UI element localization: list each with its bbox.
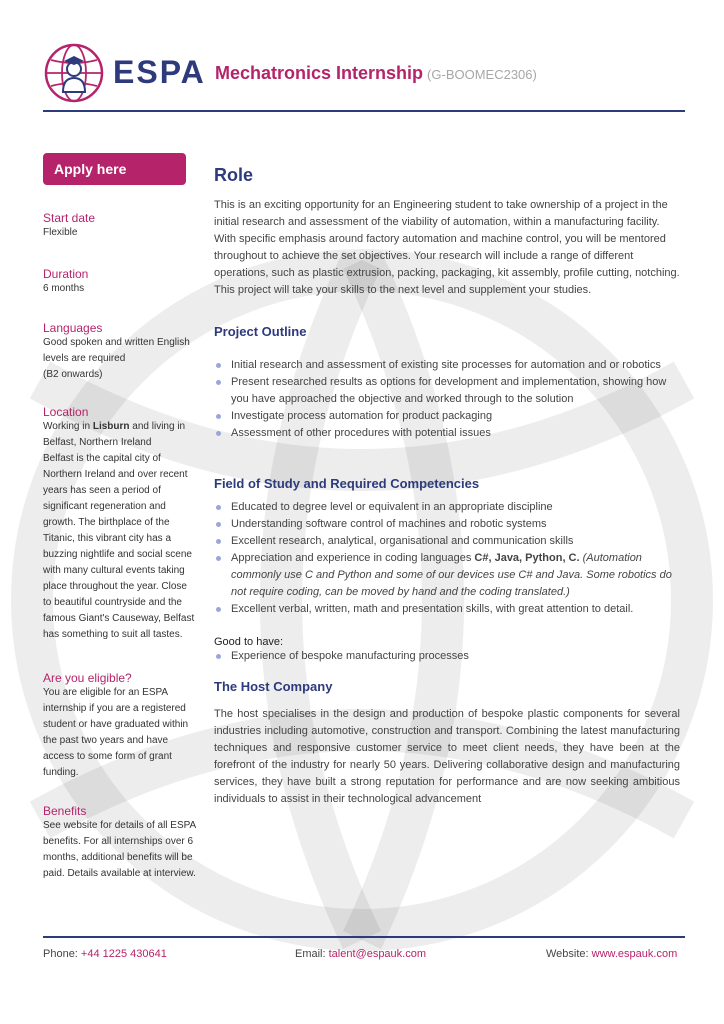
location-block xyxy=(43,405,199,643)
location-line: Belfast is the capital city of xyxy=(43,453,161,464)
apply-here-button[interactable]: Apply here xyxy=(43,153,186,185)
location-line: famous Giant's Causeway, Belfast xyxy=(43,613,195,624)
website-link[interactable]: www.espauk.com xyxy=(591,948,678,960)
eligibility-line: internship if you are a registered xyxy=(43,703,186,714)
languages-line: Good spoken and written English xyxy=(43,337,190,348)
languages-heading: Languages xyxy=(43,321,103,335)
location-town: Lisburn xyxy=(92,421,130,432)
eligibility-line: the past two years and have xyxy=(43,735,169,746)
location-intro: Working in Lisburn and living in xyxy=(43,421,186,432)
footer-phone: Phone: +44 1225 430641 xyxy=(43,948,167,960)
start-date-heading: Start date xyxy=(43,211,96,225)
languages-line: (B2 onwards) xyxy=(43,369,103,380)
eligibility-block xyxy=(43,671,199,781)
good-to-have-list xyxy=(214,648,680,665)
duration-heading: Duration xyxy=(43,267,89,281)
email-link[interactable]: talent@espauk.com xyxy=(328,948,427,960)
location-heading: Location xyxy=(43,405,89,419)
eligibility-heading: Are you eligible? xyxy=(43,671,132,685)
host-company-description: The host specialises in the design and production of bespoke plastic components for several industries including automotive, construction and transport. Combining the latest manufacturing techniques and responsive customer service to meet client needs, they have been at the forefront of the industry for nearly 50 years. Delivering collaborative design and manufacturing services, they have built a strong reputation for performance and are now seeking ambitious individuals to assist in their technological advancement xyxy=(214,708,680,805)
benefits-line: months, additional benefits will be xyxy=(43,852,193,863)
role-description: This is an exciting opportunity for an Engineering student to take ownership of a project in the initial research and assessment of the viability of automation, within a manufacturing facility. With specific emphasis around factory automation and machine control, you will be mentored throughout to achieve the set objectives. Your research will include a range of different operations, such as plastic extrusion, packing, packaging, kit assembly, profile cutting, notching. This project will take your skills to the next level and supplement your studies. xyxy=(214,199,680,296)
coding-languages: C#, Java, Python, C. xyxy=(474,552,580,564)
role-heading: Role xyxy=(214,165,254,185)
coding-note: (Automation commonly use C and Python and some of our devices use C# and Java. Some robotics do not require coding, can be moved by hand and the coding translated.) xyxy=(231,552,672,598)
list-item: Educated to degree level or equivalent in an appropriate discipline xyxy=(214,499,680,516)
internship-title: Mechatronics Internship xyxy=(215,63,424,83)
benefits-line: See website for details of all ESPA xyxy=(43,820,197,831)
eligibility-line: funding. xyxy=(43,767,79,778)
eligibility-line: You are eligible for an ESPA xyxy=(43,687,169,698)
location-line: place throughout the year. Close xyxy=(43,581,187,592)
languages-block xyxy=(43,321,199,383)
project-outline-section xyxy=(214,324,680,442)
host-company-section xyxy=(214,679,680,808)
espa-globe-graduate-icon xyxy=(43,42,105,104)
footer-website: Website: www.espauk.com xyxy=(546,948,678,960)
role-section xyxy=(214,197,680,299)
page-header xyxy=(43,42,685,112)
project-outline-list xyxy=(214,357,680,442)
benefits-line: benefits. For all internships over 6 xyxy=(43,836,194,847)
footer-divider xyxy=(43,936,685,938)
location-line: with many cultural events taking xyxy=(43,565,185,576)
list-item: Experience of bespoke manufacturing processes xyxy=(214,648,680,665)
location-line: Titanic, this vibrant city has a xyxy=(43,533,172,544)
page-title xyxy=(215,63,537,84)
host-company-heading: The Host Company xyxy=(214,679,333,694)
good-to-have-heading: Good to have: xyxy=(214,636,284,648)
benefits-heading: Benefits xyxy=(43,804,87,818)
eligibility-line: student or have graduated within xyxy=(43,719,189,730)
duration-value: 6 months xyxy=(43,283,85,294)
list-item: Understanding software control of machines and robotic systems xyxy=(214,516,680,533)
logo-text: ESPA xyxy=(113,54,206,90)
competencies-heading: Field of Study and Required Competencies xyxy=(214,476,480,491)
benefits-line: paid. Details available at interview. xyxy=(43,868,196,879)
languages-line: levels are required xyxy=(43,353,126,364)
benefits-block xyxy=(43,804,199,882)
list-item: Appreciation and experience in coding languages C#, Java, Python, C. (Automation commonly use C and Python and some of our devices use C# and Java. Some robotics do not require coding, can be moved by hand and the coding translated.) xyxy=(214,550,680,601)
sidebar xyxy=(43,153,199,879)
location-line: significant regeneration and xyxy=(43,501,166,512)
list-item: Excellent verbal, written, math and presentation skills, with great attention to detail. xyxy=(214,601,680,618)
good-to-have-section xyxy=(214,636,680,665)
competencies-list xyxy=(214,499,680,618)
list-item: Excellent research, analytical, organisational and communication skills xyxy=(214,533,680,550)
duration-block xyxy=(43,267,199,297)
list-item: Investigate process automation for product packaging xyxy=(214,408,680,425)
location-line: to beautiful countryside and the xyxy=(43,597,182,608)
footer-email: Email: talent@espauk.com xyxy=(295,948,427,960)
internship-code: (G-BOOMEC2306) xyxy=(427,67,537,82)
list-item: Initial research and assessment of existing site processes for automation and or robotics xyxy=(214,357,680,374)
list-item: Present researched results as options for development and implementation, showing how you have approached the objective and worked through to the solution xyxy=(214,374,680,408)
phone-link[interactable]: +44 1225 430641 xyxy=(80,948,167,960)
location-line: years has seen a period of xyxy=(43,485,161,496)
competencies-section xyxy=(214,476,680,618)
header-divider xyxy=(43,110,685,112)
eligibility-line: access to some form of grant xyxy=(43,751,172,762)
list-item: Assessment of other procedures with potential issues xyxy=(214,425,680,442)
location-line: has something to suit all tastes. xyxy=(43,629,183,640)
location-line: growth. The birthplace of the xyxy=(43,517,170,528)
location-line: Northern Ireland and over recent xyxy=(43,469,188,480)
location-city: Belfast, Northern Ireland xyxy=(43,437,152,448)
start-date-value: Flexible xyxy=(43,227,78,238)
project-outline-heading: Project Outline xyxy=(214,324,307,339)
location-line: buzzing nightlife and social scene xyxy=(43,549,192,560)
start-date-block xyxy=(43,211,199,241)
